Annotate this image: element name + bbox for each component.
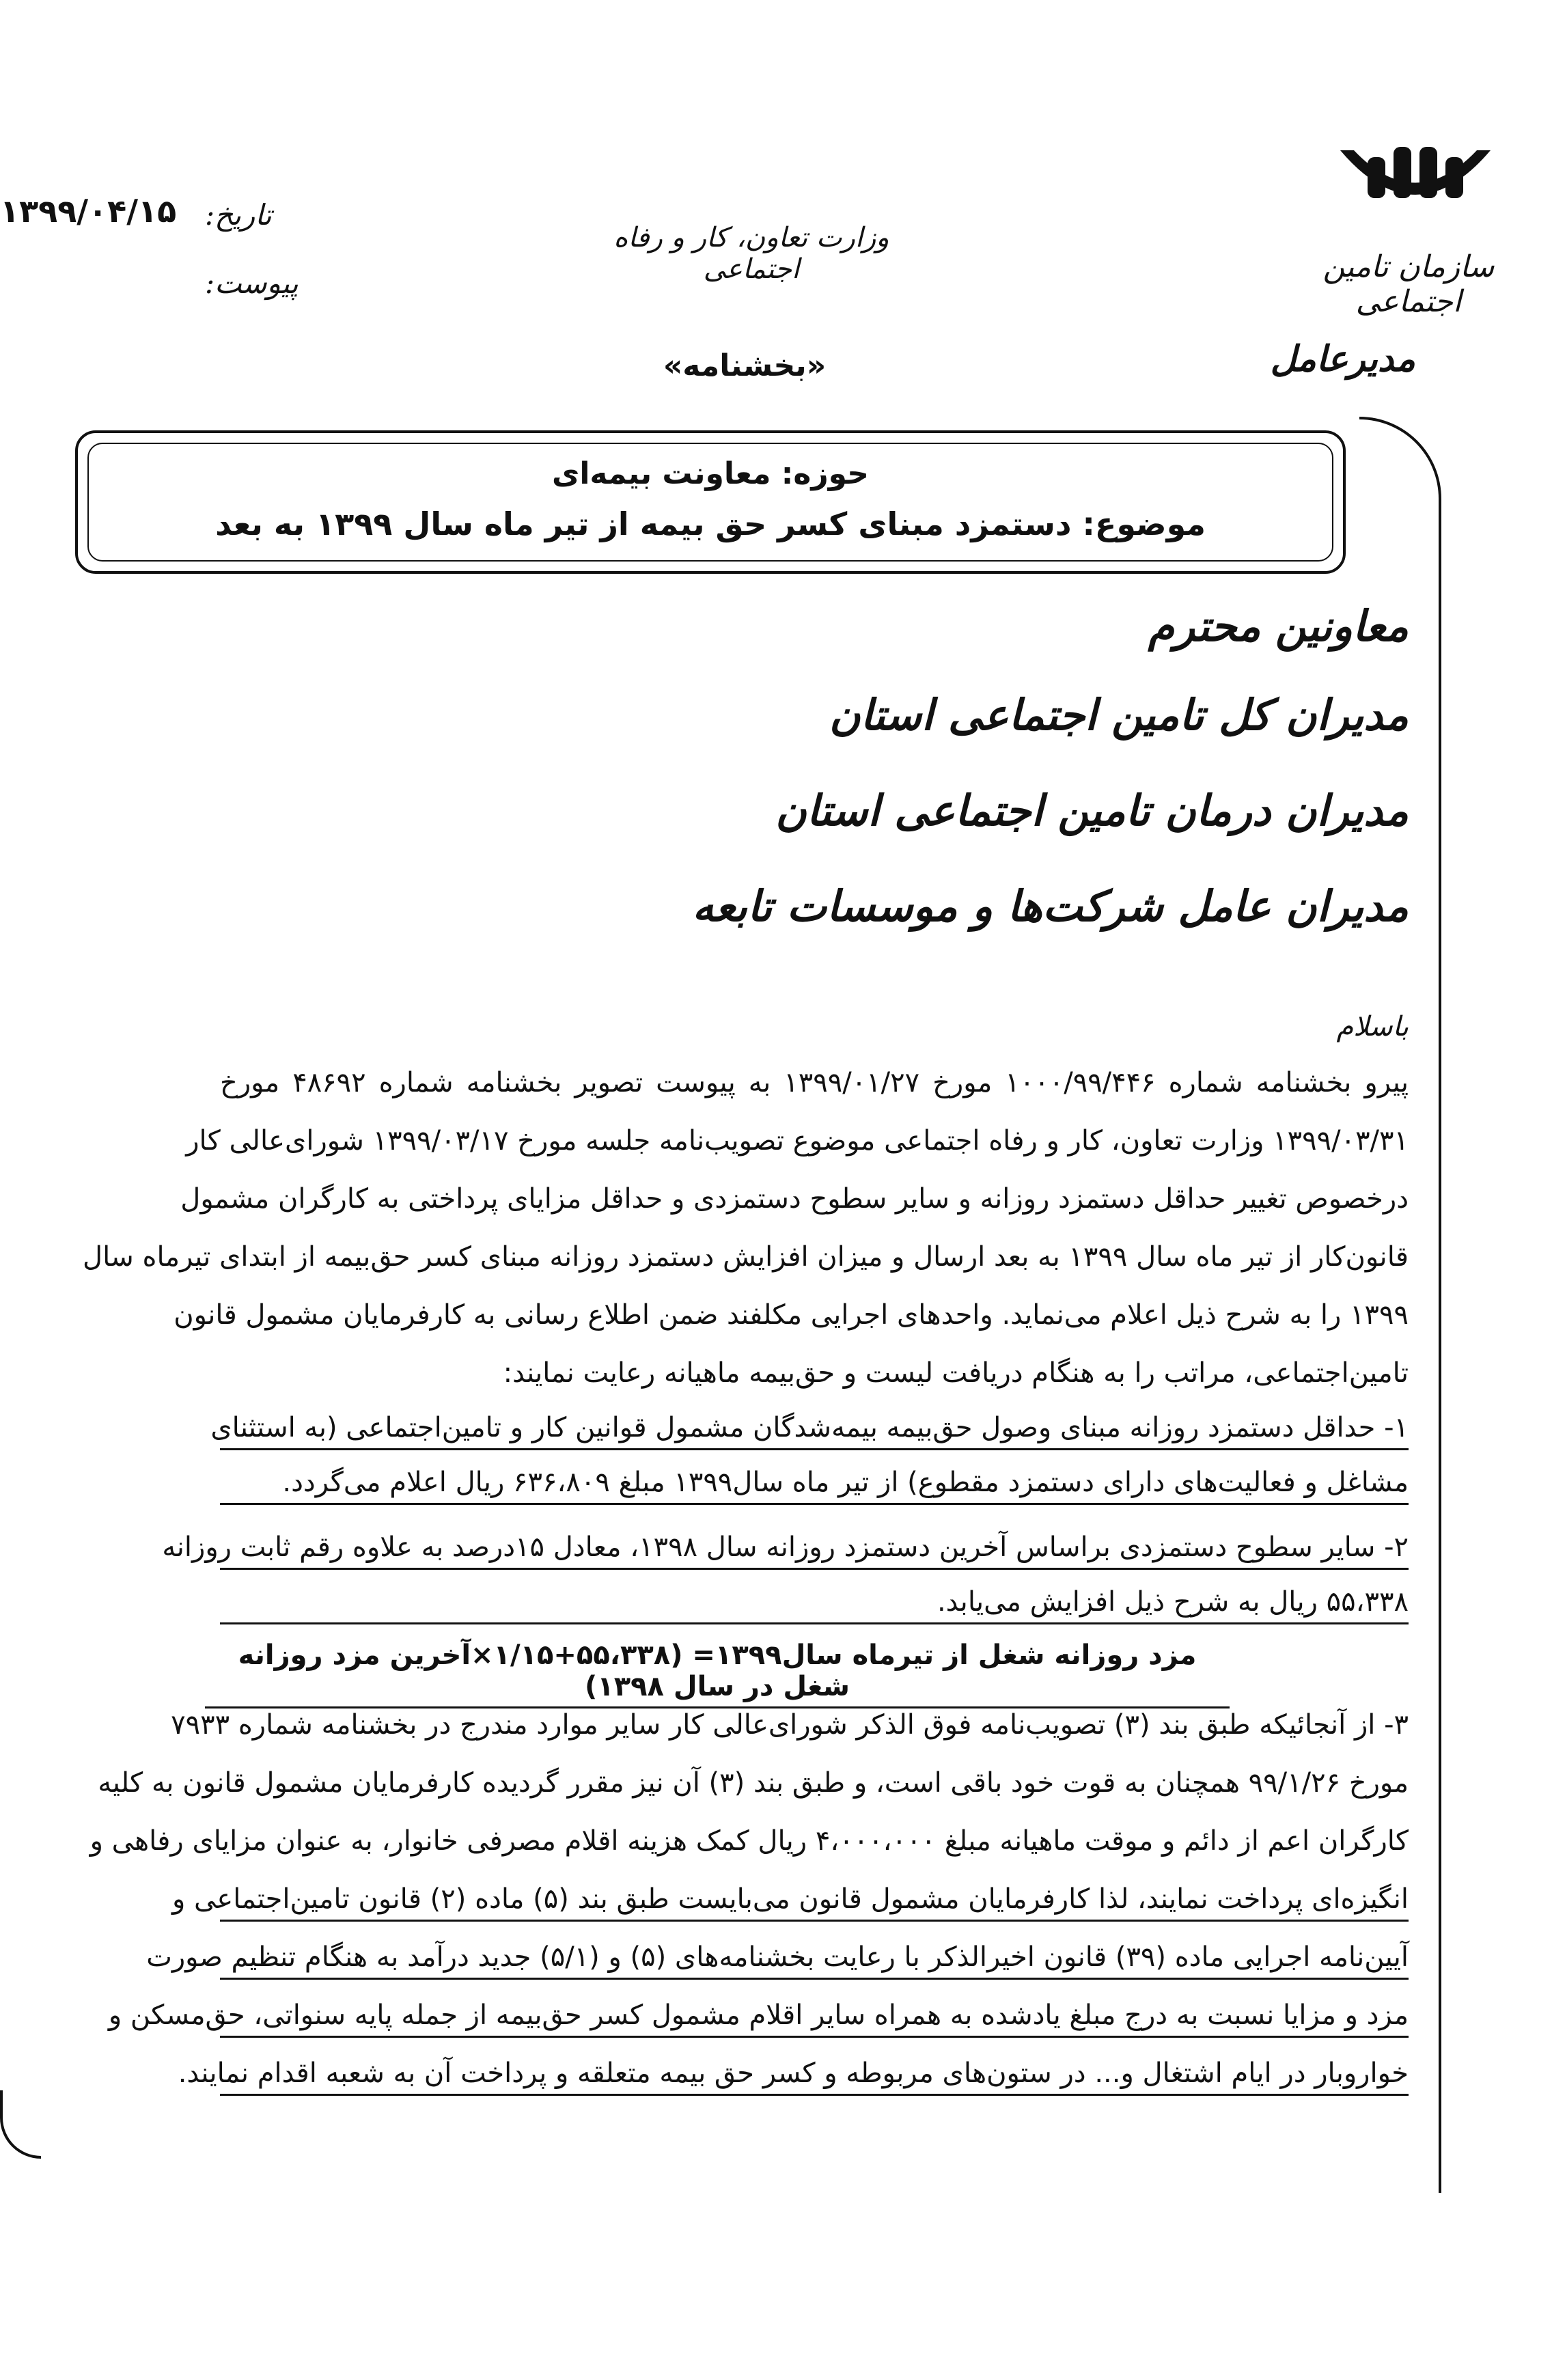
item2-line: ۲- سایر سطوح دستمزدی براساس آخرین دستمزد روزانه سال ۱۳۹۸، معادل ۱۵درصد به علاوه رقم ثابت روزانه xyxy=(220,1527,1409,1570)
item1-line: مشاغل و فعالیت‌های دارای دستمزد مقطوع) از تیر ماه سال۱۳۹۹ مبلغ ۶۳۶،۸۰۹ ریال اعلام می‌گردد. xyxy=(220,1462,1409,1505)
item3-line: ۳- از آنجائیکه طبق بند (۳) تصویب‌نامه فوق الذکر شورای‌عالی کار سایر موارد مندرج در بخشنامه شماره ۷۹۳۳ xyxy=(171,1709,1409,1741)
item1-line: ۱- حداقل دستمزد روزانه مبنای وصول حق‌بیمه بیمه‌شدگان مشمول قوانین کار و تامین‌اجتماعی (به استثنای xyxy=(220,1407,1409,1450)
date-value: ۱۳۹۹/۰۴/۱۵ xyxy=(0,193,177,230)
body-line: ۱۳۹۹ را به شرح ذیل اعلام می‌نماید. واحدهای اجرایی مکلفند ضمن اطلاع رسانی به کارفرمایان مشمول قانون xyxy=(174,1299,1409,1331)
body-line: پیرو بخشنامه شماره ۱۰۰۰/۹۹/۴۴۶ مورخ ۱۳۹۹/۰۱/۲۷ به پیوست تصویر بخشنامه شماره ۴۸۶۹۲ مورخ xyxy=(220,1067,1409,1098)
document-type: «بخشنامه» xyxy=(663,348,827,383)
subject-line: موضوع: دستمزد مبنای کسر حق بیمه از تیر ماه سال ۱۳۹۹ به بعد xyxy=(215,506,1206,542)
item2-line: ۵۵،۳۳۸ ریال به شرح ذیل افزایش می‌یابد. xyxy=(220,1581,1409,1624)
item3-line: خواروبار در ایام اشتغال و... در ستون‌های مربوطه و کسر حق بیمه متعلقه و پرداخت آن به شعبه اقدام نمایند. xyxy=(220,2053,1409,2096)
attachment-label: پیوست: xyxy=(205,266,299,300)
recipient-ceo-affiliates: مدیران عامل شرکت‌ها و موسسات تابعه xyxy=(692,881,1409,931)
body-line: قانون‌کار از تیر ماه سال ۱۳۹۹ به بعد ارسال و میزان افزایش دستمزد روزانه مبنای کسر حق‌بیمه از ابتدای تیرماه سال xyxy=(83,1241,1409,1273)
department-label: مدیرعامل xyxy=(1270,338,1415,380)
item3-line: انگیزه‌ای پرداخت نمایند، لذا کارفرمایان مشمول قانون می‌بایست طبق بند (۵) ماده (۲) قانون تامین‌اجتماعی و xyxy=(220,1879,1409,1922)
recipient-general-managers: مدیران کل تامین اجتماعی استان xyxy=(829,690,1409,740)
body-line: درخصوص تغییر حداقل دستمزد روزانه و سایر سطوح دستمزدی و حداقل مزایای پرداختی به کارگران مشمول xyxy=(180,1183,1409,1215)
item3-line: مورخ ۹۹/۱/۲۶ همچنان به قوت خود باقی است، و طبق بند (۳) آن نیز مقرر گردیده کارفرمایان مشمول قانون به کلیه xyxy=(98,1767,1409,1799)
ministry-name: وزارت تعاون، کار و رفاه اجتماعی xyxy=(613,222,889,285)
item3-line: آیین‌نامه اجرایی ماده (۳۹) قانون اخیرالذکر با رعایت بخشنامه‌های (۵) و (۵/۱) جدید درآمد به هنگام تنظیم صورت xyxy=(220,1937,1409,1980)
body-line: ۱۳۹۹/۰۳/۳۱ وزارت تعاون، کار و رفاه اجتماعی موضوع تصویب‌نامه جلسه مورخ ۱۳۹۹/۰۳/۱۷ شورای‌عالی کار xyxy=(186,1125,1409,1157)
wage-formula: مزد روزانه شغل از تیرماه سال۱۳۹۹= (۵۵،۳۳۸+۱/۱۵×آخرین مزد روزانه شغل در سال ۱۳۹۸) xyxy=(205,1639,1230,1708)
organization-name: سازمان تامین اجتماعی xyxy=(1322,249,1495,319)
organization-logo-icon xyxy=(1327,137,1504,246)
greeting: باسلام xyxy=(1336,1011,1409,1042)
domain-line: حوزه: معاونت بیمه‌ای xyxy=(552,456,869,491)
date-label: تاریخ: xyxy=(205,198,272,232)
recipient-deputies: معاونین محترم xyxy=(1148,601,1409,651)
body-line: تامین‌اجتماعی، مراتب را به هنگام دریافت لیست و حق‌بیمه ماهیانه رعایت نمایند: xyxy=(503,1357,1409,1389)
item3-line: کارگران اعم از دائم و موقت ماهیانه مبلغ ۴،۰۰۰،۰۰۰ ریال کمک هزینه اقلام مصرفی خانوار، به عنوان مزایای رفاهی و xyxy=(89,1825,1409,1857)
recipient-health-managers: مدیران درمان تامین اجتماعی استان xyxy=(775,786,1409,835)
item3-line: مزد و مزایا نسبت به درج مبلغ یادشده به همراه سایر اقلام مشمول کسر حق‌بیمه از جمله پایه سنواتی، حق‌مسکن و xyxy=(220,1995,1409,2038)
page-border-left xyxy=(0,2090,41,2159)
